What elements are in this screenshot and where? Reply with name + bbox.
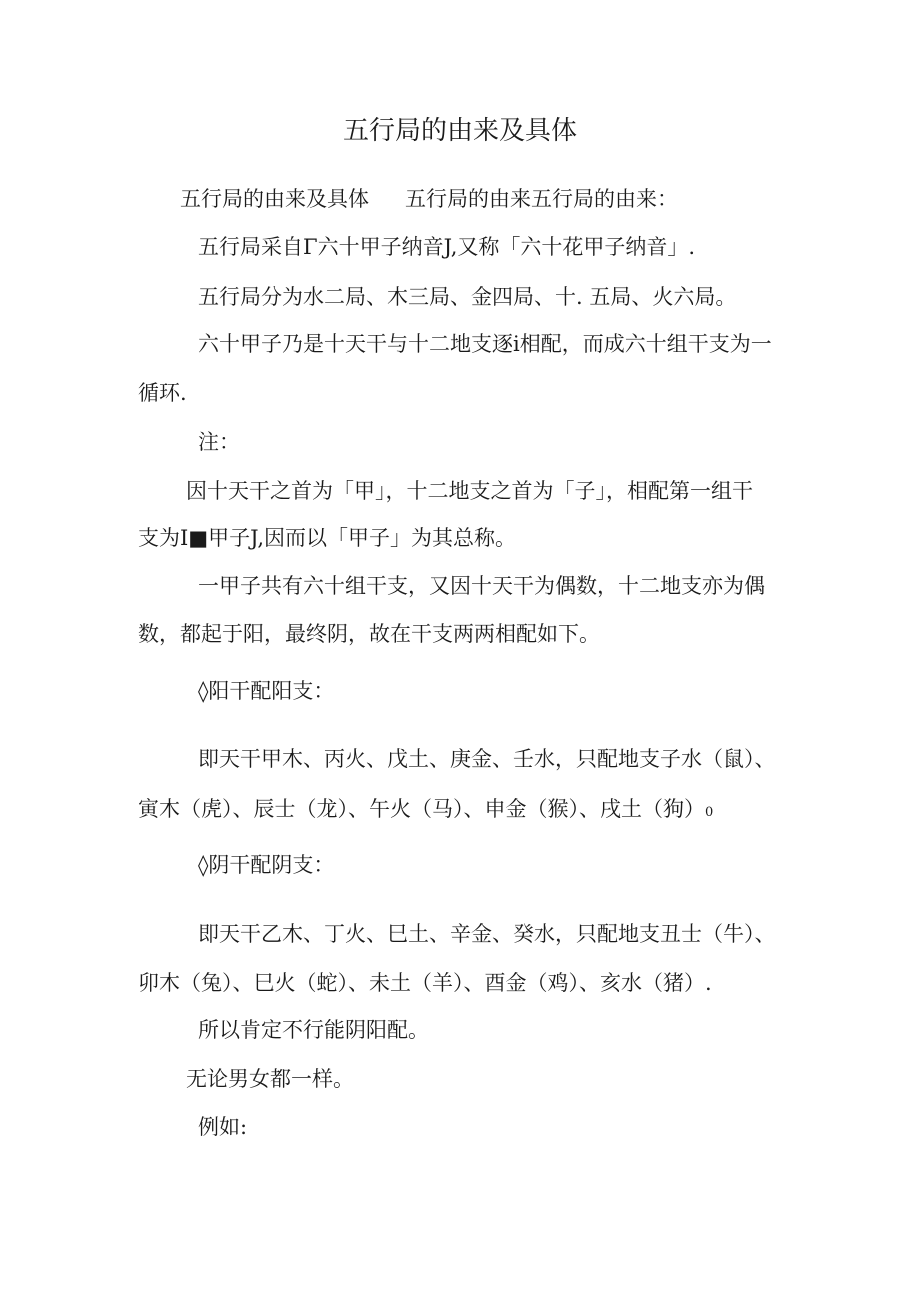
paragraph-line: 一甲子共有六十组干支，又因十天干为偶数，十二地支亦为偶 (198, 574, 765, 598)
page-title: 五行局的由来及具体 (342, 116, 577, 146)
paragraph-line: 五行局分为水二局、木三局、金四局、十. 五局、火六局。 (198, 285, 737, 309)
paragraph-line: 卯木（兔）、巳火（蛇）、未土（羊）、酉金（鸡）、亥水（猪）. (138, 971, 712, 995)
paragraph-line: 支为I■甲子J,因而以「甲子」为其总称。 (138, 526, 516, 550)
paragraph-line: 即天干甲木、丙火、戊土、庚金、壬水，只配地支子水（鼠）、 (198, 747, 776, 771)
intro-subheading: 五行局的由来五行局的由来： (405, 187, 678, 211)
paragraph-line: 五行局采自Γ六十甲子纳音J,又称「六十花甲子纳音」. (198, 235, 696, 259)
paragraph-line: 数，都起于阳，最终阴，故在干支两两相配如下。 (138, 622, 600, 646)
line-text: 寅木（虎）、辰士（龙）、午火（马）、申金（猴）、戌土（狗） (138, 797, 705, 821)
paragraph-line: 即天干乙木、丁火、巳土、辛金、癸水，只配地支丑士（牛）、 (198, 922, 776, 946)
note-label: 注： (198, 430, 240, 454)
line-end-mark: 0 (705, 805, 714, 820)
intro-line (180, 185, 678, 213)
paragraph-line (138, 795, 713, 827)
paragraph-line: 循环. (138, 381, 187, 405)
paragraph-line: 因十天干之首为「甲」，十二地支之首为「子」，相配第一组干 (186, 479, 753, 503)
paragraph-line: 所以肯定不行能阴阳配。 (198, 1018, 429, 1042)
section-heading-yang: ◊阳干配阳支： (198, 679, 335, 703)
example-label: 例如: (198, 1115, 248, 1139)
paragraph-line: 六十甲子乃是十天干与十二地支逐i相配，而成六十组干支为一 (198, 332, 772, 356)
paragraph-line: 无论男女都一样。 (186, 1067, 354, 1091)
intro-heading: 五行局的由来及具体 (180, 187, 369, 211)
section-heading-yin: ◊阴干配阴支： (198, 853, 335, 877)
